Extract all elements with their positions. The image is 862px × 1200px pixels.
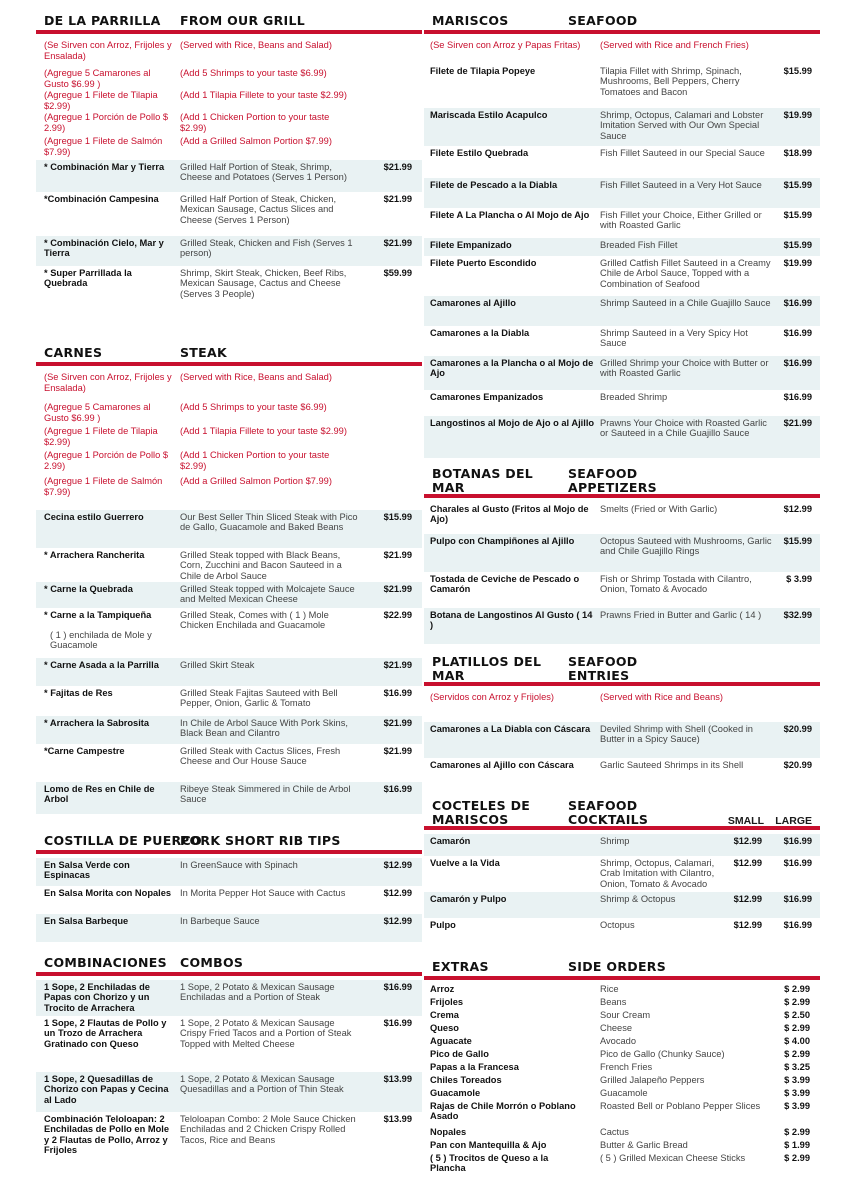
item-price: $21.99 <box>383 746 412 756</box>
item-name: En Salsa Morita con Nopales <box>44 888 172 898</box>
menu-item <box>424 356 820 390</box>
item-price-small: $12.99 <box>733 858 762 868</box>
section-header <box>424 652 820 686</box>
menu-item <box>424 1010 820 1023</box>
item-price-small: $12.99 <box>733 920 762 930</box>
section-title-en: STEAK <box>180 345 227 360</box>
menu-item <box>424 856 820 892</box>
section-title-es: CARNES <box>44 345 103 360</box>
section-parrilla <box>36 12 422 312</box>
item-description: In Chile de Arbol Sauce With Pork Skins, Black Bean and Cilantro <box>180 718 348 739</box>
item-name: Camarones al Ajillo <box>430 298 516 308</box>
item-price-large: $16.99 <box>783 894 812 904</box>
item-description: Shrimp Sauteed in a Very Spicy Hot Sauce <box>600 328 748 349</box>
item-price: $13.99 <box>383 1114 412 1124</box>
item-price: $12.99 <box>383 860 412 870</box>
note-en: (Add a Grilled Salmon Portion $7.99) <box>180 476 332 486</box>
item-description: 1 Sope, 2 Potato & Mexican Sausage Enchiladas and a Portion of Steak <box>180 982 335 1003</box>
item-name: Pulpo con Champiñones al Ajillo <box>430 536 575 546</box>
note-es: (Agregue 1 Porción de Pollo $ 2.99) <box>44 450 169 471</box>
item-name: Pan con Mantequilla & Ajo <box>430 1140 547 1150</box>
note-row <box>36 370 422 400</box>
menu-item <box>424 722 820 758</box>
item-price: $21.99 <box>383 718 412 728</box>
section-title-en: SEAFOOD <box>568 13 638 28</box>
item-description: Rice <box>600 984 619 994</box>
note-en: (Add 5 Shrimps to your taste $6.99) <box>180 68 327 78</box>
menu-item <box>424 1153 820 1179</box>
item-price: $32.99 <box>783 610 812 620</box>
section-costilla <box>36 832 422 942</box>
menu-item <box>36 266 422 312</box>
note-en: (Served with Rice and French Fries) <box>600 40 749 50</box>
note-es: (Se Sirven con Arroz y Papas Fritas) <box>430 40 581 50</box>
item-name: Filete Estilo Quebrada <box>430 148 529 158</box>
section-title-es: EXTRAS <box>432 959 489 974</box>
menu-item <box>424 178 820 208</box>
item-price: $16.99 <box>383 982 412 992</box>
item-description: Octopus Sauteed with Mushrooms, Garlic and Chile Guajillo Rings <box>600 536 772 557</box>
item-price: $ 2.99 <box>784 1127 810 1137</box>
item-name: Filete A La Plancha o Al Mojo de Ajo <box>430 210 590 220</box>
menu-item <box>36 1112 422 1174</box>
item-description: Prawns Fried in Butter and Garlic ( 14 ) <box>600 610 762 620</box>
item-name: Camarón y Pulpo <box>430 894 507 904</box>
item-description: Pico de Gallo (Chunky Sauce) <box>600 1049 725 1059</box>
note-es: (Agregue 5 Camarones al Gusto $6.99 ) <box>44 68 151 89</box>
menu-item <box>36 510 422 548</box>
item-description: Cactus <box>600 1127 629 1137</box>
item-description: Breaded Fish Fillet <box>600 240 678 250</box>
item-price-small: $12.99 <box>733 836 762 846</box>
item-description: Grilled Steak with Cactus Slices, Fresh Cheese and Our House Sauce <box>180 746 341 767</box>
menu-item <box>424 416 820 458</box>
item-name: En Salsa Barbeque <box>44 916 129 926</box>
menu-item <box>36 886 422 914</box>
item-price: $20.99 <box>783 760 812 770</box>
menu-item <box>36 914 422 942</box>
item-description: Shrimp, Octopus, Calamari and Lobster Imitation Served with Our Own Special Sauce <box>600 110 764 141</box>
item-description: 1 Sope, 2 Potato & Mexican Sausage Quesadillas and a Portion of Thin Steak <box>180 1074 344 1095</box>
item-price: $21.99 <box>383 584 412 594</box>
menu-item <box>36 744 422 782</box>
note-es: (Se Sirven con Arroz, Frijoles y Ensalada) <box>44 40 172 61</box>
note-es: (Agregue 5 Camarones al Gusto $6.99 ) <box>44 402 151 423</box>
item-name: Camarones a la Diabla <box>430 328 530 338</box>
menu-item <box>424 572 820 608</box>
item-description: Tilapia Fillet with Shrimp, Spinach, Mushrooms, Bell Peppers, Cherry Tomatoes and Bacon <box>600 66 742 97</box>
item-name: Guacamole <box>430 1088 481 1098</box>
menu-item <box>424 108 820 146</box>
section-title-en: SEAFOOD APPETIZERS <box>568 466 657 495</box>
note-es: (Servidos con Arroz y Frijoles) <box>430 692 554 702</box>
note-en: (Add a Grilled Salmon Portion $7.99) <box>180 136 332 146</box>
item-price: $19.99 <box>783 258 812 268</box>
item-name: ( 5 ) Trocitos de Queso a la Plancha <box>430 1153 549 1174</box>
item-price: $ 2.99 <box>784 1049 810 1059</box>
menu-item <box>424 918 820 942</box>
item-name: Camarones a La Diabla con Cáscara <box>430 724 591 734</box>
item-name: 1 Sope, 2 Quesadillas de Chorizo con Papas y Cecina al Lado <box>44 1074 169 1105</box>
item-price: $19.99 <box>783 110 812 120</box>
menu-item <box>424 997 820 1010</box>
item-description: Shrimp Sauteed in a Chile Guajillo Sauce <box>600 298 771 308</box>
menu-item <box>424 502 820 534</box>
note-row <box>424 690 820 722</box>
item-name: * Arrachera Rancherita <box>44 550 145 560</box>
menu-item <box>36 686 422 716</box>
item-name: * Combinación Cielo, Mar y Tierra <box>44 238 164 259</box>
item-description: Grilled Steak, Comes with ( 1 ) Mole Chicken Enchilada and Guacamole <box>180 610 329 631</box>
item-price: $ 2.99 <box>784 1023 810 1033</box>
section-header <box>424 12 820 34</box>
item-price: $16.99 <box>783 358 812 368</box>
item-name: Queso <box>430 1023 459 1033</box>
item-description: Garlic Sauteed Shrimps in its Shell <box>600 760 744 770</box>
item-price: $16.99 <box>383 1018 412 1028</box>
note-row <box>36 424 422 448</box>
menu-item <box>36 858 422 886</box>
note-row <box>424 38 820 64</box>
item-description: Grilled Steak topped with Black Beans, Corn, Zucchini and Bacon Sauteed in a Chile de Arbol Sauce <box>180 550 342 581</box>
item-description: Grilled Half Portion of Steak, Chicken, Mexican Sausage, Cactus Slices and Cheese (Serves 1 Person) <box>180 194 337 225</box>
item-name: Tostada de Ceviche de Pescado o Camarón <box>430 574 580 595</box>
item-name: Pulpo <box>430 920 456 930</box>
note-en: (Served with Rice, Beans and Salad) <box>180 372 332 382</box>
note-en: (Add 1 Tilapia Fillete to your taste $2.99) <box>180 90 347 100</box>
note-en: (Add 1 Chicken Portion to your taste $2.99) <box>180 450 330 471</box>
note-row <box>36 134 422 160</box>
item-price: $ 3.99 <box>786 574 812 584</box>
item-description: In Morita Pepper Hot Sauce with Cactus <box>180 888 346 898</box>
item-description: In Barbeque Sauce <box>180 916 260 926</box>
note-en: (Add 1 Tilapia Fillete to your taste $2.99) <box>180 426 347 436</box>
section-botanas <box>424 464 820 644</box>
section-header <box>36 954 422 976</box>
item-description: Deviled Shrimp with Shell (Cooked in Butter in a Spicy Sauce) <box>600 724 753 745</box>
note-es: (Agregue 1 Filete de Salmón $7.99) <box>44 476 163 497</box>
item-price: $18.99 <box>783 148 812 158</box>
menu-item <box>36 548 422 582</box>
item-price: $15.99 <box>783 180 812 190</box>
menu-item <box>424 1088 820 1101</box>
size-large-label: LARGE <box>775 815 812 827</box>
section-title-es: COSTILLA DE PUERCO <box>44 833 202 848</box>
item-description: Shrimp <box>600 836 630 846</box>
note-en: (Served with Rice, Beans and Salad) <box>180 40 332 50</box>
item-description: Shrimp, Octopus, Calamari, Crab Imitation with Cilantro, Onion, Tomato & Avocado <box>600 858 715 889</box>
item-price: $ 2.99 <box>784 1153 810 1163</box>
item-price: $13.99 <box>383 1074 412 1084</box>
item-description: Avocado <box>600 1036 637 1046</box>
item-description: Sour Cream <box>600 1010 651 1020</box>
item-description: Smelts (Fried or With Garlic) <box>600 504 718 514</box>
section-title-es: MARISCOS <box>432 13 509 28</box>
item-description: Grilled Half Portion of Steak, Shrimp, Cheese and Potatoes (Serves 1 Person) <box>180 162 347 183</box>
note-en: (Add 5 Shrimps to your taste $6.99) <box>180 402 327 412</box>
note-row <box>36 38 422 66</box>
item-name: Combinación Teloloapan: 2 Enchiladas de Pollo en Mole y 2 Flautas de Pollo, Arroz y Frijoles <box>44 1114 170 1156</box>
item-price: $ 3.25 <box>784 1062 810 1072</box>
menu-item <box>36 782 422 814</box>
item-description: Beans <box>600 997 627 1007</box>
size-small-label: SMALL <box>727 815 764 827</box>
note-es: (Se Sirven con Arroz, Frijoles y Ensalada) <box>44 372 172 393</box>
menu-item <box>424 1140 820 1153</box>
section-title-en: PORK SHORT RIB TIPS <box>180 833 341 848</box>
item-description: Our Best Seller Thin Sliced Steak with Pico de Gallo, Guacamole and Baked Beans <box>180 512 358 533</box>
item-price: $21.99 <box>383 238 412 248</box>
item-price: $21.99 <box>783 418 812 428</box>
section-title-es: BOTANAS DEL MAR <box>432 466 534 495</box>
item-description: Grilled Jalapeño Peppers <box>600 1075 705 1085</box>
item-description: Grilled Steak Fajitas Sauteed with Bell Pepper, Onion, Garlic & Tomato <box>180 688 338 709</box>
item-price: $16.99 <box>383 784 412 794</box>
item-description: Butter & Garlic Bread <box>600 1140 688 1150</box>
item-price-large: $16.99 <box>783 858 812 868</box>
item-name: Crema <box>430 1010 459 1020</box>
item-description: Grilled Skirt Steak <box>180 660 255 670</box>
item-description: 1 Sope, 2 Potato & Mexican Sausage Crispy Fried Tacos and a Portion of Steak Topped with Melted Cheese <box>180 1018 352 1049</box>
item-description: Shrimp, Skirt Steak, Chicken, Beef Ribs, Mexican Sausage, Cactus and Cheese (Serves 3 People) <box>180 268 347 299</box>
item-note-es: ( 1 ) enchilada de Mole y Guacamole <box>50 630 152 651</box>
item-name: *Carne Campestre <box>44 746 125 756</box>
item-name: Camarones a la Plancha o al Mojo de Ajo <box>430 358 594 379</box>
item-name: Rajas de Chile Morrón o Poblano Asado <box>430 1101 576 1122</box>
item-price: $12.99 <box>383 916 412 926</box>
note-row <box>36 400 422 424</box>
menu-item <box>424 1062 820 1075</box>
section-extras <box>424 958 820 1179</box>
section-title-es: COCTELES DE MARISCOS <box>432 798 531 827</box>
section-title-en: COMBOS <box>180 955 244 970</box>
menu-item <box>424 1036 820 1049</box>
item-description: Grilled Shrimp your Choice with Butter or with Roasted Garlic <box>600 358 769 379</box>
item-description: Roasted Bell or Poblano Pepper Slices <box>600 1101 761 1111</box>
section-header <box>424 796 820 830</box>
item-name: Nopales <box>430 1127 467 1137</box>
item-price: $21.99 <box>383 660 412 670</box>
note-en: (Add 1 Chicken Portion to your taste $2.99) <box>180 112 330 133</box>
item-name: * Super Parrillada la Quebrada <box>44 268 132 289</box>
menu-item <box>36 1016 422 1072</box>
item-price: $20.99 <box>783 724 812 734</box>
section-title-es: PLATILLOS DEL MAR <box>432 654 542 683</box>
item-price: $15.99 <box>783 66 812 76</box>
item-description: French Fries <box>600 1062 653 1072</box>
item-price: $ 2.99 <box>784 997 810 1007</box>
note-row <box>36 88 422 110</box>
item-price-large: $16.99 <box>783 920 812 930</box>
item-name: * Combinación Mar y Tierra <box>44 162 165 172</box>
section-header <box>424 464 820 498</box>
item-description: Fish Fillet Sauteed in a Very Hot Sauce <box>600 180 762 190</box>
item-name: Frijoles <box>430 997 464 1007</box>
item-price: $22.99 <box>383 610 412 620</box>
item-price: $12.99 <box>783 504 812 514</box>
menu-item <box>424 1075 820 1088</box>
section-header <box>424 958 820 980</box>
item-price: $ 2.99 <box>784 984 810 994</box>
item-name: Botana de Langostinos Al Gusto ( 14 ) <box>430 610 593 631</box>
item-price: $15.99 <box>783 240 812 250</box>
item-price: $12.99 <box>383 888 412 898</box>
menu-item <box>36 716 422 744</box>
item-name: Charales al Gusto (Fritos al Mojo de Ajo) <box>430 504 589 525</box>
item-name: * Arrachera la Sabrosita <box>44 718 150 728</box>
item-description: Cheese <box>600 1023 633 1033</box>
note-es: (Agregue 1 Filete de Salmón $7.99) <box>44 136 163 157</box>
menu-item <box>424 1049 820 1062</box>
item-price: $21.99 <box>383 194 412 204</box>
item-price: $ 3.99 <box>784 1101 810 1111</box>
item-description: Grilled Steak, Chicken and Fish (Serves 1 person) <box>180 238 353 259</box>
item-name: * Carne a la Tampiqueña <box>44 610 152 620</box>
item-name: * Carne Asada a la Parrilla <box>44 660 159 670</box>
item-price: $ 3.99 <box>784 1088 810 1098</box>
item-price: $15.99 <box>383 512 412 522</box>
item-name: Aguacate <box>430 1036 472 1046</box>
item-name: Lomo de Res en Chile de Arbol <box>44 784 155 805</box>
menu-item <box>424 834 820 856</box>
section-title-en: SEAFOOD ENTRIES <box>568 654 638 683</box>
item-price: $16.99 <box>783 392 812 402</box>
item-name: Arroz <box>430 984 455 994</box>
menu-item <box>424 892 820 918</box>
menu-item <box>424 326 820 356</box>
note-es: (Agregue 1 Filete de Tilapia $2.99) <box>44 426 158 447</box>
item-name: 1 Sope, 2 Enchiladas de Papas con Chorizo y un Trocito de Arrachera <box>44 982 150 1013</box>
menu-item <box>36 582 422 608</box>
item-price: $16.99 <box>783 328 812 338</box>
item-description: Fish or Shrimp Tostada with Cilantro, Onion, Tomato & Avocado <box>600 574 752 595</box>
item-description: Guacamole <box>600 1088 648 1098</box>
menu-item <box>36 192 422 236</box>
item-description: Teloloapan Combo: 2 Mole Sauce Chicken Enchiladas and 2 Chicken Crispy Rolled Tacos, Rice and Beans <box>180 1114 356 1145</box>
menu-item <box>424 1101 820 1127</box>
item-name: * Carne la Quebrada <box>44 584 133 594</box>
item-price: $21.99 <box>383 162 412 172</box>
menu-item <box>424 984 820 997</box>
section-header <box>36 12 422 34</box>
item-description: In GreenSauce with Spinach <box>180 860 298 870</box>
item-name: 1 Sope, 2 Flautas de Pollo y un Trozo de Arrachera Gratinado con Queso <box>44 1018 167 1049</box>
item-description: Octopus <box>600 920 635 930</box>
menu-item <box>424 208 820 238</box>
item-name: Filete Puerto Escondido <box>430 258 537 268</box>
item-name: Pico de Gallo <box>430 1049 489 1059</box>
section-title-en: SIDE ORDERS <box>568 959 667 974</box>
item-price-small: $12.99 <box>733 894 762 904</box>
section-platillos <box>424 652 820 792</box>
item-price: $ 3.99 <box>784 1075 810 1085</box>
menu-item <box>424 1023 820 1036</box>
note-row <box>36 448 422 474</box>
item-price: $ 1.99 <box>784 1140 810 1150</box>
menu-item <box>36 658 422 686</box>
item-description: Grilled Catfish Fillet Sauteed in a Creamy Chile de Arbol Sauce, Topped with a Combination of Seafood <box>600 258 771 289</box>
note-es: (Agregue 1 Filete de Tilapia $2.99) <box>44 90 158 111</box>
menu-item <box>424 534 820 572</box>
section-title-es: DE LA PARRILLA <box>44 13 161 28</box>
item-name: Langostinos al Mojo de Ajo o al Ajillo <box>430 418 595 428</box>
section-header <box>36 344 422 366</box>
item-name: Camarones al Ajillo con Cáscara <box>430 760 574 770</box>
section-header <box>36 832 422 854</box>
note-es: (Agregue 1 Porción de Pollo $ 2.99) <box>44 112 169 133</box>
menu-item <box>36 236 422 266</box>
item-price: $15.99 <box>783 210 812 220</box>
item-name: Filete de Pescado a la Diabla <box>430 180 558 190</box>
item-price: $16.99 <box>783 298 812 308</box>
note-row <box>36 110 422 134</box>
item-description: Shrimp & Octopus <box>600 894 676 904</box>
item-name: Filete de Tilapia Popeye <box>430 66 536 76</box>
item-name: Camarones Empanizados <box>430 392 544 402</box>
item-description: Breaded Shrimp <box>600 392 668 402</box>
item-price: $ 2.50 <box>784 1010 810 1020</box>
item-description: Prawns Your Choice with Roasted Garlic or Sauteed in a Chile Guajillo Sauce <box>600 418 767 439</box>
menu-item <box>36 160 422 192</box>
section-title-en: FROM OUR GRILL <box>180 13 306 28</box>
item-name: Chiles Toreados <box>430 1075 502 1085</box>
item-name: Vuelve a la Vida <box>430 858 500 868</box>
menu-item <box>424 608 820 644</box>
menu-item <box>424 146 820 178</box>
item-name: Filete Empanizado <box>430 240 512 250</box>
menu-item <box>36 1072 422 1112</box>
menu-item <box>36 980 422 1016</box>
section-mariscos <box>424 12 820 458</box>
item-description: Grilled Steak topped with Molcajete Sauce and Melted Mexican Cheese <box>180 584 355 605</box>
menu-item <box>424 390 820 416</box>
menu-item <box>424 296 820 326</box>
item-price: $16.99 <box>383 688 412 698</box>
item-price: $21.99 <box>383 550 412 560</box>
item-price: $15.99 <box>783 536 812 546</box>
menu-item <box>424 758 820 792</box>
item-description: Fish Fillet Sauteed in our Special Sauce <box>600 148 765 158</box>
item-price: $59.99 <box>383 268 412 278</box>
note-row <box>36 474 422 510</box>
item-description: Ribeye Steak Simmered in Chile de Arbol Sauce <box>180 784 351 805</box>
item-name: *Combinación Campesina <box>44 194 159 204</box>
note-row <box>36 66 422 88</box>
menu-item <box>424 256 820 296</box>
menu-item <box>424 64 820 108</box>
item-price-large: $16.99 <box>783 836 812 846</box>
section-cocteles <box>424 796 820 942</box>
section-title-en: SEAFOOD COCKTAILS <box>568 798 649 827</box>
note-en: (Served with Rice and Beans) <box>600 692 723 702</box>
item-name: Papas a la Francesa <box>430 1062 519 1072</box>
item-price: $ 4.00 <box>784 1036 810 1046</box>
section-title-es: COMBINACIONES <box>44 955 167 970</box>
item-name: Mariscada Estilo Acapulco <box>430 110 548 120</box>
section-carnes <box>36 344 422 814</box>
menu-item <box>36 608 422 658</box>
item-name: Cecina estilo Guerrero <box>44 512 144 522</box>
section-combos <box>36 954 422 1174</box>
item-name: En Salsa Verde con Espinacas <box>44 860 130 881</box>
item-name: * Fajitas de Res <box>44 688 113 698</box>
item-name: Camarón <box>430 836 471 846</box>
item-description: Fish Fillet your Choice, Either Grilled or with Roasted Garlic <box>600 210 762 231</box>
item-description: ( 5 ) Grilled Mexican Cheese Sticks <box>600 1153 746 1163</box>
menu-item <box>424 238 820 256</box>
menu-item <box>424 1127 820 1140</box>
